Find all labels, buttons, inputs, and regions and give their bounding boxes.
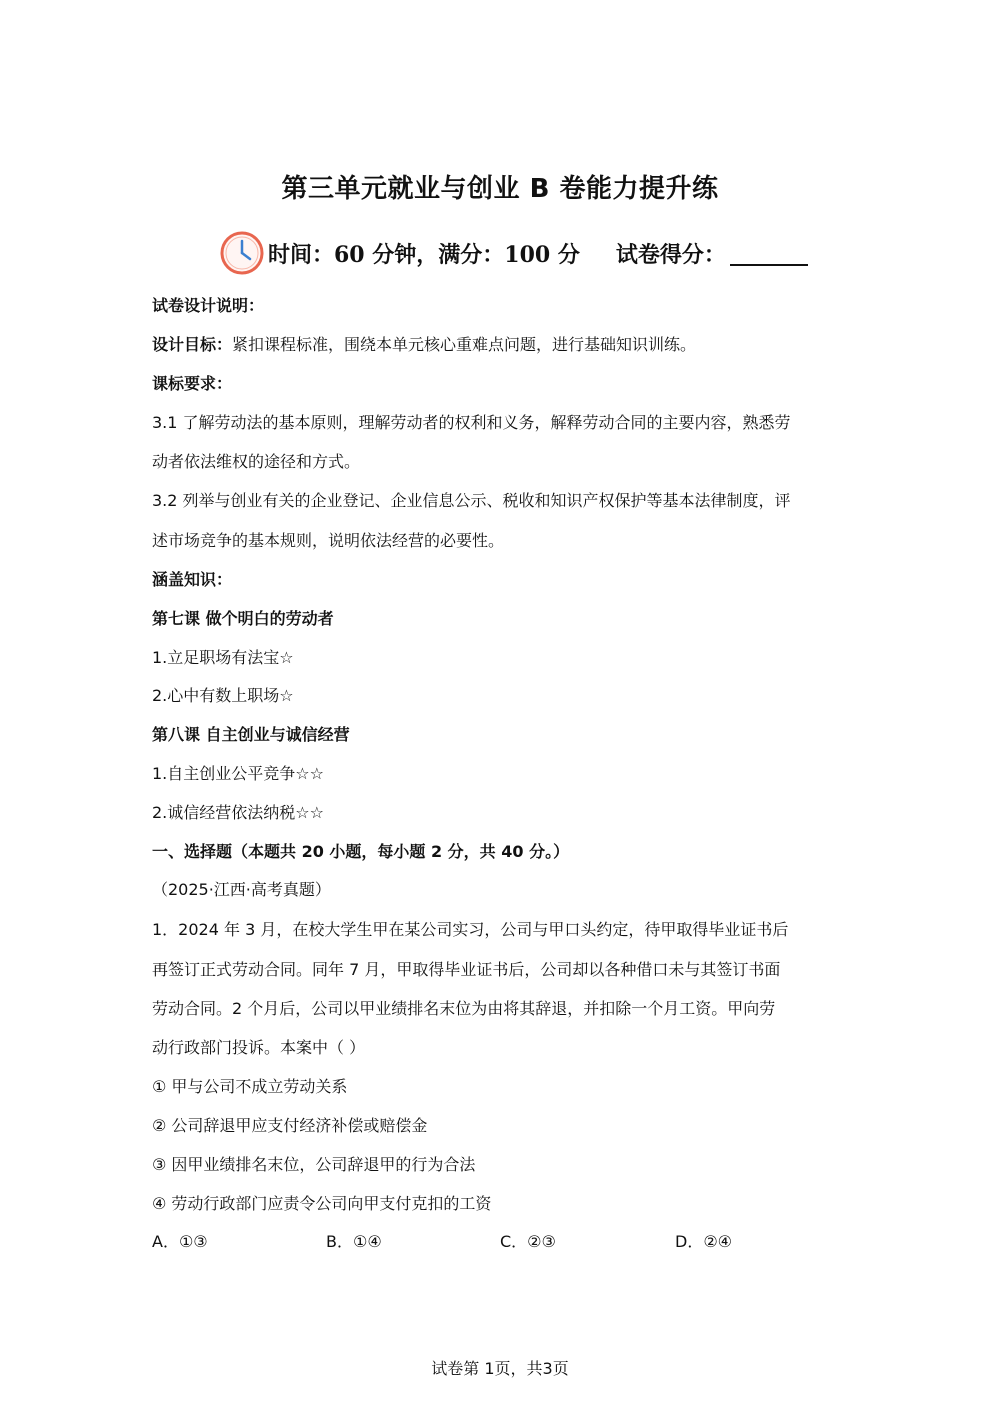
standard-label: 课标要求： (152, 374, 233, 393)
clock-icon (218, 229, 266, 277)
option-c[interactable]: C．②③ (500, 1232, 556, 1251)
lesson8-item2: 2.诚信经营依法纳税☆☆ (152, 803, 324, 822)
statement-2: ② 公司辞退甲应支付经济补偿或赔偿金 (152, 1116, 428, 1135)
statement-1: ① 甲与公司不成立劳动关系 (152, 1077, 348, 1096)
question1-line1: 1．2024 年 3 月，在校大学生甲在某公司实习，公司与甲口头约定，待甲取得毕业证书后 (152, 920, 789, 939)
score-label: 试卷得分： (615, 241, 726, 268)
question1-line4: 动行政部门投诉。本案中（ ） (152, 1038, 366, 1057)
question1-line3: 劳动合同。2 个月后，公司以甲业绩排名末位为由将其辞退，并扣除一个月工资。甲向劳 (152, 999, 776, 1018)
standard-1b: 动者依法维权的途径和方式。 (152, 452, 361, 471)
lesson7-item1: 1.立足职场有法宝☆ (152, 648, 294, 667)
goal-text: 紧扣课程标准，围绕本单元核心重难点问题，进行基础知识训练。 (232, 335, 697, 354)
standard-2b: 述市场竞争的基本规则，说明依法经营的必要性。 (152, 531, 505, 550)
goal-label: 设计目标： (152, 335, 233, 354)
lesson7-item2: 2.心中有数上职场☆ (152, 686, 294, 705)
option-a[interactable]: A．①③ (152, 1232, 208, 1251)
lesson7-title: 第七课 做个明白的劳动者 (152, 609, 334, 628)
score-blank[interactable] (730, 240, 808, 266)
statement-3: ③ 因甲业绩排名末位，公司辞退甲的行为合法 (152, 1155, 476, 1174)
coverage-label: 涵盖知识： (152, 570, 233, 589)
lesson8-title: 第八课 自主创业与诚信经营 (152, 725, 350, 744)
lesson8-item1: 1.自主创业公平竞争☆☆ (152, 764, 324, 783)
exam-meta (218, 228, 808, 278)
exam-title: 第三单元就业与创业 B 卷能力提升练 (281, 174, 719, 204)
standard-1a: 3.1 了解劳动法的基本原则，理解劳动者的权利和义务，解释劳动合同的主要内容，熟悉劳 (152, 413, 791, 432)
option-d[interactable]: D．②④ (675, 1232, 733, 1251)
section-heading: 一、选择题（本题共 20 小题，每小题 2 分，共 40 分。） (152, 842, 570, 861)
statement-4: ④ 劳动行政部门应责令公司向甲支付克扣的工资 (152, 1194, 492, 1213)
option-b[interactable]: B．①④ (326, 1232, 382, 1251)
question1-line2: 再签订正式劳动合同。同年 7 月，甲取得毕业证书后，公司却以各种借口未与其签订书面 (152, 960, 781, 979)
design-heading: 试卷设计说明： (152, 296, 265, 315)
time-label: 时间：60 分钟，满分：100 分 (268, 241, 580, 268)
standard-2a: 3.2 列举与创业有关的企业登记、企业信息公示、税收和知识产权保护等基本法律制度，评 (152, 491, 791, 510)
page-footer: 试卷第 1页，共3页 (431, 1359, 569, 1378)
design-goal (152, 334, 696, 356)
question-source: （2025·江西·高考真题） (152, 880, 331, 899)
